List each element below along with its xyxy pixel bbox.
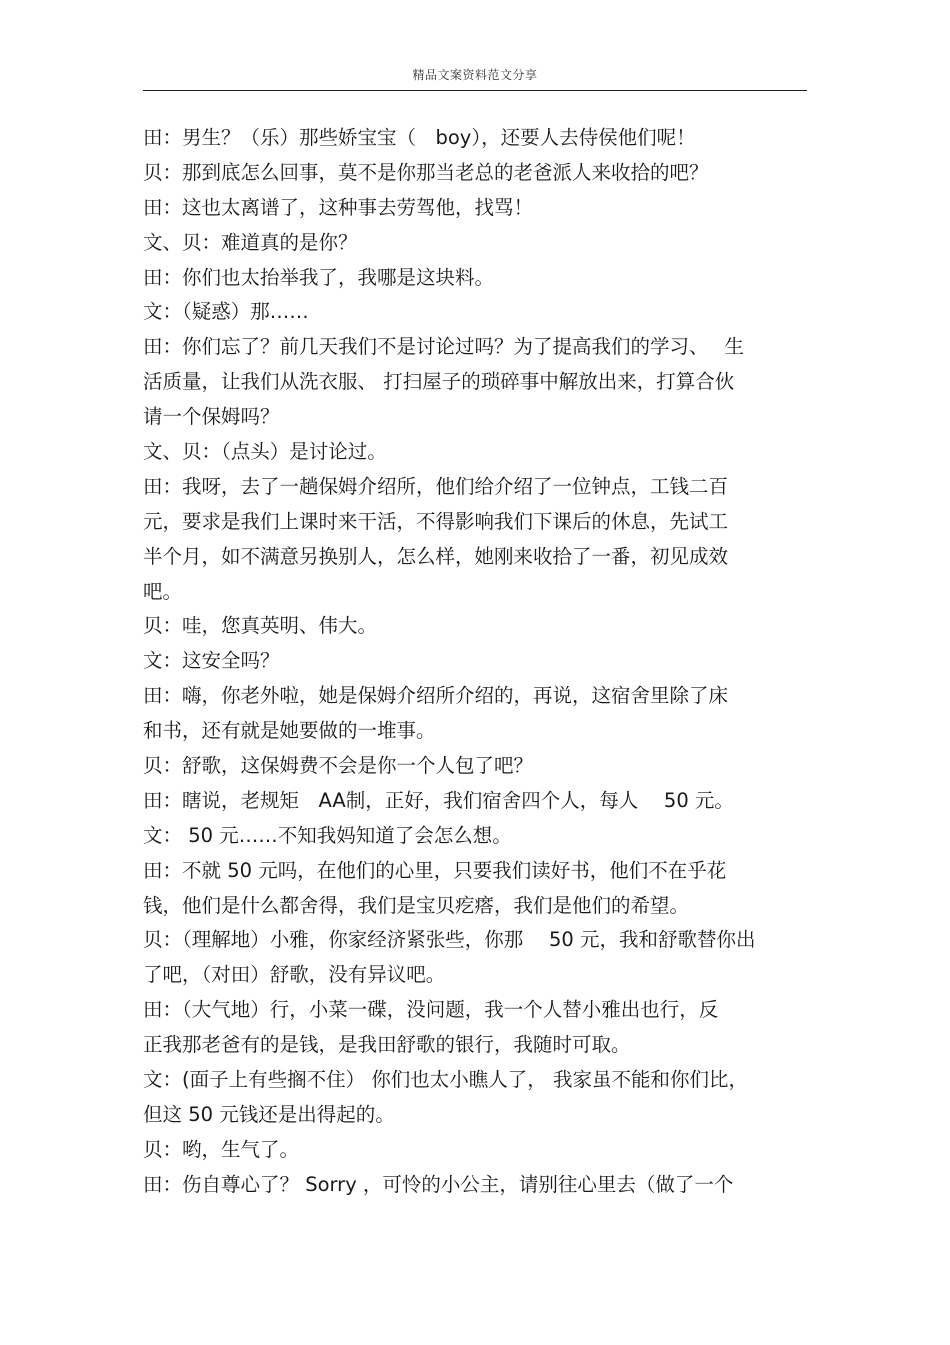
- text-line: 贝：那到底怎么回事，莫不是你那当老总的老爸派人来收拾的吧？: [143, 160, 709, 184]
- text-line: 了吧，（对田）舒歌，没有异议吧。: [143, 963, 446, 987]
- text-line: 文：（疑惑）那……: [143, 300, 309, 324]
- text-line: 半个月，如不满意另换别人，怎么样，她刚来收拾了一番，初见成效: [143, 544, 729, 568]
- text-line: 田：瞎说，老规矩 AA制，正好，我们宿舍四个人，每人 50 元。: [143, 788, 734, 812]
- text-line: 贝：（理解地）小雅，你家经济紧张些，你那 50 元，我和舒歌替你出: [143, 928, 756, 952]
- text-line: 贝：哇，您真英明、伟大。: [143, 614, 378, 638]
- text-line: 田：我呀，去了一趟保姆介绍所，他们给介绍了一位钟点，工钱二百: [143, 474, 729, 498]
- text-line: 田：（大气地）行，小菜一碟，没问题，我一个人替小雅出也行，反: [143, 998, 719, 1022]
- text-line: 吧。: [143, 579, 183, 603]
- text-line: 田：这也太离谱了，这种事去劳驾他，找骂！: [143, 195, 534, 219]
- text-line: 正我那老爸有的是钱，是我田舒歌的银行，我随时可取。: [143, 1033, 631, 1057]
- text-line: 田：你们忘了？前几天我们不是讨论过吗？为了提高我们的学习、 生: [143, 335, 744, 359]
- text-line: 文、贝：（点头）是讨论过。: [143, 440, 387, 464]
- text-line: 和书，还有就是她要做的一堆事。: [143, 719, 436, 743]
- text-line: 文：这安全吗？: [143, 649, 280, 673]
- text-line: 田：男生？（乐）那些娇宝宝（ boy），还要人去侍侯他们呢！: [143, 126, 696, 149]
- text-line: 田：嗨，你老外啦，她是保姆介绍所介绍的，再说，这宿舍里除了床: [143, 684, 729, 708]
- text-line: 贝：哟，生气了。: [143, 1137, 300, 1161]
- document-body: [143, 121, 813, 1203]
- text-line: 元，要求是我们上课时来干活，不得影响我们下课后的休息，先试工: [143, 509, 729, 533]
- text-line: 活质量，让我们从洗衣服、 打扫屋子的琐碎事中解放出来，打算合伙: [143, 370, 735, 394]
- text-line: 但这 50 元钱还是出得起的。: [143, 1102, 395, 1126]
- text-line: 文、贝：难道真的是你？: [143, 230, 358, 254]
- text-line: 田：伤自尊心了？ Sorry ，可怜的小公主，请别往心里去（做了一个: [143, 1172, 734, 1196]
- text-line: 钱，他们是什么都舍得，我们是宝贝疙瘩，我们是他们的希望。: [143, 893, 690, 917]
- page-header: 精品文案资料范文分享: [412, 68, 538, 82]
- text-line: 田：你们也太抬举我了，我哪是这块料。: [143, 265, 495, 289]
- text-line: 文： 50 元……不知我妈知道了会怎么想。: [143, 823, 512, 847]
- text-line: 文：(面子上有些搁不住） 你们也太小瞧人了， 我家虽不能和你们比，: [143, 1068, 749, 1092]
- header-divider: [143, 90, 807, 91]
- text-line: 田：不就 50 元吗，在他们的心里，只要我们读好书，他们不在乎花: [143, 858, 727, 882]
- text-line: 贝：舒歌，这保姆费不会是你一个人包了吧？: [143, 754, 534, 778]
- text-line: 请一个保姆吗？: [143, 405, 280, 429]
